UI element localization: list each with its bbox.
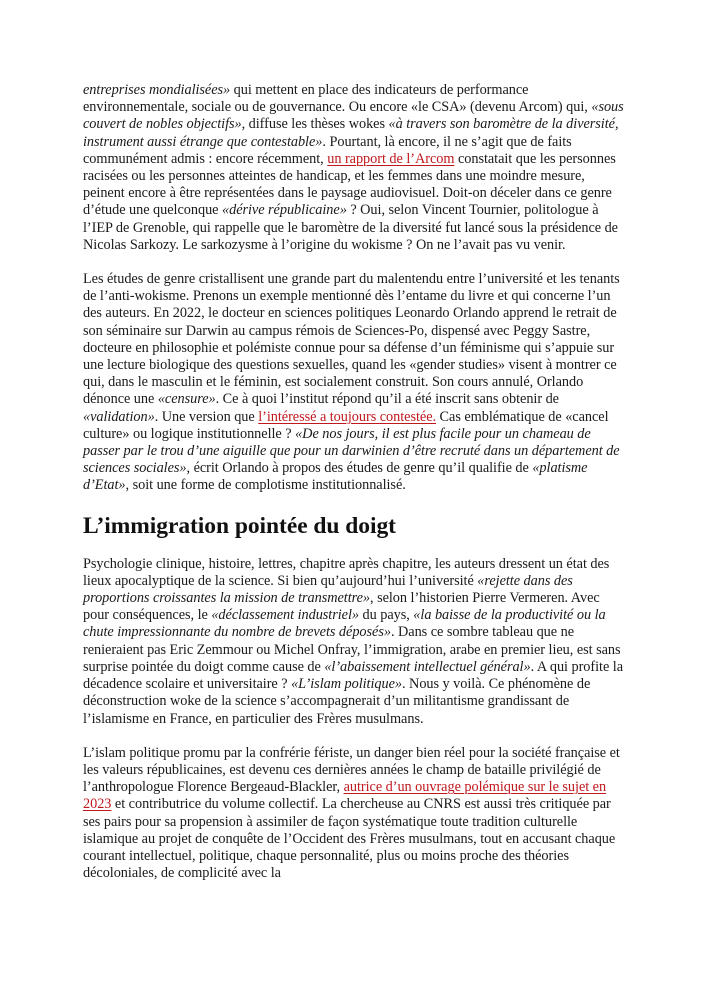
text-run: , diffuse les thèses wokes [241, 116, 389, 133]
italic-quote: «validation» [83, 408, 155, 425]
italic-quote: «sous couvert de nobles objectifs» [83, 99, 624, 133]
text-run: qui mettent en place des indicateurs de performance environnementale, sociale ou de gouvernance. Ou encore «le CSA» (devenu Arcom) qui, [83, 82, 592, 116]
section-heading: L’immigration pointée du doigt [83, 512, 396, 539]
italic-quote: «déclassement industriel» [211, 607, 359, 624]
paragraph [83, 271, 628, 495]
text-run: . Nous y voilà. Ce phénomène de déconstruction woke de la science s’accompagnerait d’un militantisme grandissant de l’islamisme en France, en particulier des Frères musulmans. [83, 676, 591, 727]
text-run: et contributrice du volume collectif. La chercheuse au CNRS est aussi très critiquée par ses pairs pour sa propension à assimiler de façon systématique toute tradition culturelle islamique au projet de conquête de l’Occident des Frères musulmans, tout en accusant chaque courant intellectuel, politique, chaque personnalité, plus ou moins proche des théories décoloniales, de complicité avec la [83, 796, 616, 882]
italic-quote: «censure» [157, 391, 216, 408]
document-page [83, 82, 628, 899]
italic-quote: «L’islam politique» [291, 676, 402, 693]
italic-quote: «à travers son baromètre de la diversité, instrument aussi étrange que contestable» [83, 116, 619, 150]
italic-quote: «la baisse de la productivité ou la chute impressionnante du nombre de brevets déposés» [83, 607, 606, 641]
text-run: . Dans ce sombre tableau que ne renieraient pas Eric Zemmour ou Michel Onfray, l’immigration, arabe en premier lieu, est sans surprise pointée du doigt comme cause de [83, 624, 621, 675]
italic-quote: «De nos jours, il est plus facile pour un chameau de passer par le trou d’une aiguille que pour un darwinien d’être recruté dans un département de sciences sociales» [83, 425, 620, 477]
italic-quote: entreprises mondialisées» [83, 82, 231, 98]
text-run: , selon l’historien Pierre Vermeren. Avec pour conséquences, le [83, 590, 600, 624]
text-run: . A qui profite la décadence scolaire et universitaire ? [83, 658, 623, 693]
text-run: ? Oui, selon Vincent Tournier, politologue à l’IEP de Grenoble, qui rappelle que le baromètre de la diversité fut lancé sous la présidence de Nicolas Sarkozy. Le sarkozysme à l’origine du wokisme ? On ne l’avait pas vu venir. [83, 202, 618, 253]
text-run: , écrit Orlando à propos des études de genre qu’il qualifie de [186, 460, 533, 477]
text-run: . Ce à quoi l’institut répond qu’il a été inscrit sans obtenir de [215, 391, 559, 408]
text-run: constatait que les personnes racisées ou les personnes atteintes de handicap, et les femmes dans une moindre mesure, peinent encore à être représentées dans le paysage audiovisuel. Doit-on déceler dans ce genre d’étude une quelconque [83, 150, 616, 219]
text-run: Psychologie clinique, histoire, lettres, chapitre après chapitre, les auteurs dressent un état des lieux apocalyptique de la science. Si bien qu’aujourd’hui l’université [83, 555, 610, 589]
text-run: , soit une forme de complotisme institutionnalisé. [125, 477, 406, 494]
text-run: Les études de genre cristallisent une grande part du malentendu entre l’université et les tenants de l’anti-wokisme. Prenons un exemple mentionné dès l’entame du livre et qui concerne l’un des auteurs. En 2022, le docteur en sciences politiques Leonardo Orlando apprend le retrait de son séminaire sur Darwin au campus rémois de Sciences-Po, dispensé avec Peggy Sastre, docteure en philosophie et polémiste connue pour sa défense d’un féminisme qui s’appuie sur une lecture biologique des questions sexuelles, quand les «gender studies» visent à montrer ce qui, dans le masculin et le féminin, est socialement construit. Son cours annulé, Orlando dénonce une [83, 271, 620, 408]
text-run: L’islam politique promu par la confrérie fériste, un danger bien réel pour la société française et les valeurs républicaines, est devenu ces dernières années le champ de bataille privilégié de l’anthropologue Florence Bergeaud-Blackler, [83, 744, 620, 796]
italic-quote: «rejette dans des proportions croissantes la mission de transmettre» [83, 572, 573, 607]
italic-quote: «platisme d’Etat» [83, 460, 588, 494]
paragraph [83, 556, 628, 728]
inline-link[interactable]: un rapport de l’Arcom [327, 150, 455, 167]
italic-quote: «l’abaissement intellectuel général» [324, 658, 531, 675]
text-run: . Une version que [154, 408, 259, 425]
text-run: Cas emblématique de «cancel culture» ou logique institutionnelle ? [83, 408, 609, 442]
text-run: . Pourtant, là encore, il ne s’agit que de faits communément admis : encore récemment, [83, 133, 572, 167]
text-run: du pays, [358, 607, 414, 624]
inline-link[interactable]: autrice d’un ouvrage polémique sur le sujet en 2023 [83, 779, 607, 813]
article-body-intro [83, 82, 628, 495]
article-body-section [83, 556, 628, 883]
inline-link[interactable]: l’intéressé a toujours contestée. [258, 408, 437, 425]
paragraph [83, 82, 628, 254]
italic-quote: «dérive républicaine» [222, 202, 347, 219]
paragraph [83, 745, 628, 883]
